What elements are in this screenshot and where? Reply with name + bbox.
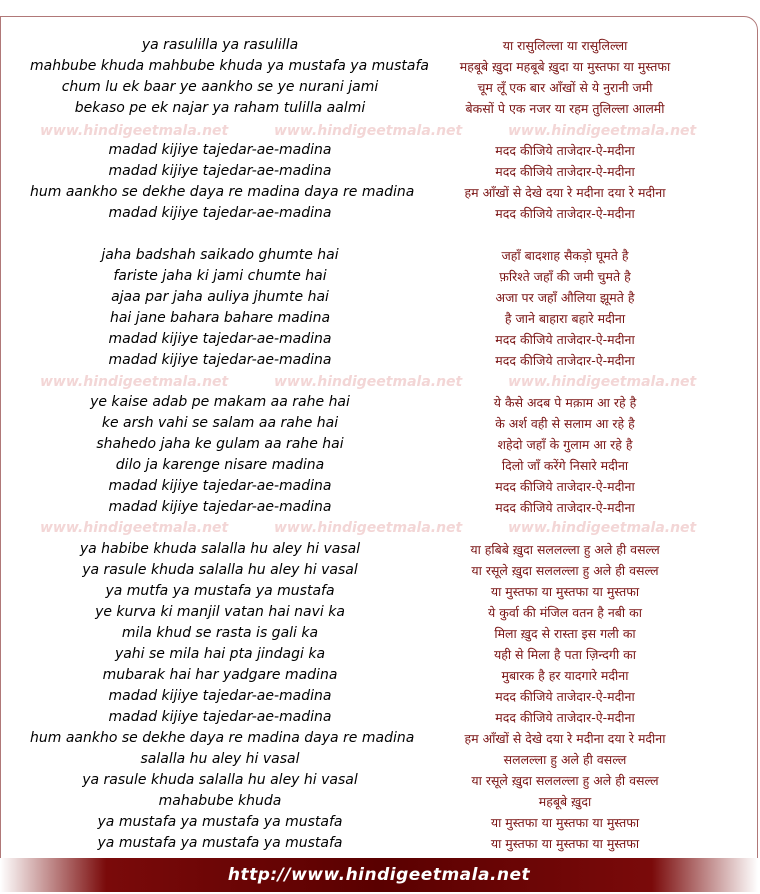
lyric-roman: bekaso pe ek najar ya raham tulilla aalmi [74,100,366,116]
lyric-roman: madad kijiye tajedar-ae-madina [108,205,332,221]
lyric-devanagari: या हबिबे ख़ुदा सललल्ला हु अले ही वसल्ल [470,542,660,557]
lyric-roman: madad kijiye tajedar-ae-madina [108,331,332,347]
lyric-line [0,182,760,203]
lyric-roman: madad kijiye tajedar-ae-madina [108,688,332,704]
watermark-text: www.hindigeetmala.net [40,374,229,390]
lyric-devanagari: मदद कीजिये ताजेदार-ऐ-मदीना [495,710,635,725]
watermark-text: www.hindigeetmala.net [274,374,463,390]
lyric-roman: ya rasule khuda salalla hu aley hi vasal [82,772,358,788]
lyric-roman: ye kurva ki manjil vatan hai navi ka [95,604,345,620]
lyric-devanagari: या मुस्तफा या मुस्तफा या मुस्तफा [490,836,640,851]
lyric-devanagari: मदद कीजिये ताजेदार-ऐ-मदीना [495,143,635,158]
lyric-roman: mubarak hai har yadgare madina [102,667,338,683]
lyric-roman: salalla hu aley hi vasal [140,751,300,767]
lyric-line [0,686,760,707]
lyric-devanagari: या रसूले ख़ुदा सललल्ला हु अले ही वसल्ल [471,563,659,578]
lyric-devanagari: या रासुलिल्ला या रासुलिल्ला [502,38,628,53]
watermark-text: www.hindigeetmala.net [274,520,463,536]
lyric-devanagari: मदद कीजिये ताजेदार-ऐ-मदीना [495,479,635,494]
lyric-line [0,329,760,350]
lyric-devanagari: मदद कीजिये ताजेदार-ऐ-मदीना [495,500,635,515]
lyric-roman: jaha badshah saikado ghumte hai [101,247,339,263]
lyric-line [0,308,760,329]
lyric-devanagari: मदद कीजिये ताजेदार-ऐ-मदीना [495,332,635,347]
lyric-line [0,749,760,770]
lyric-roman: hai jane bahara bahare madina [109,310,331,326]
lyric-line [0,98,760,119]
lyric-line [0,812,760,833]
lyric-roman: fariste jaha ki jami chumte hai [113,268,327,284]
lyric-roman: madad kijiye tajedar-ae-madina [108,142,332,158]
lyric-line [0,497,760,518]
watermark-text: www.hindigeetmala.net [274,123,463,139]
lyric-devanagari: महबूबे ख़ुदा [538,794,592,809]
watermark-text: www.hindigeetmala.net [40,520,229,536]
lyric-roman: shahedo jaha ke gulam aa rahe hai [96,436,344,452]
lyric-devanagari: महबूबे ख़ुदा महबूबे ख़ुदा या मुस्तफा या मुस्तफा [459,59,671,74]
lyric-line [0,770,760,791]
lyric-roman: ya habibe khuda salalla hu aley hi vasal [79,541,361,557]
lyric-line [0,560,760,581]
lyric-line [0,644,760,665]
lyric-roman: mila khud se rasta is gali ka [121,625,319,641]
lyric-line [0,245,760,266]
lyric-line [0,434,760,455]
lyric-line [0,35,760,56]
lyric-roman: madad kijiye tajedar-ae-madina [108,499,332,515]
lyric-roman: ya rasule khuda salalla hu aley hi vasal [82,562,358,578]
lyric-devanagari: बेकसों पे एक नजर या रहम तुलिल्ला आलमी [465,101,665,116]
lyric-devanagari: हम आँखों से देखे दया रे मदीना दया रे मदीना [464,185,666,200]
lyric-devanagari: फ़रिश्ते जहाँ की जमी चुमते है [499,269,631,284]
lyric-devanagari: मदद कीजिये ताजेदार-ऐ-मदीना [495,353,635,368]
footer-url[interactable]: http://www.hindigeetmala.net [227,865,531,885]
lyric-devanagari: सललल्ला हु अले ही वसल्ल [503,752,627,767]
lyric-devanagari: मदद कीजिये ताजेदार-ऐ-मदीना [495,164,635,179]
lyric-roman: mahabube khuda [158,793,282,809]
lyric-line [0,203,760,224]
lyric-roman: ya rasulilla ya rasulilla [141,37,299,53]
lyric-roman: mahbube khuda mahbube khuda ya mustafa ya mustafa [30,58,429,74]
lyric-roman: ya mustafa ya mustafa ya mustafa [97,814,343,830]
lyric-roman: yahi se mila hai pta jindagi ka [114,646,326,662]
lyric-devanagari: मदद कीजिये ताजेदार-ऐ-मदीना [495,206,635,221]
lyric-line [0,266,760,287]
watermark-row [0,518,760,538]
lyric-line [0,581,760,602]
lyric-roman: dilo ja karenge nisare madina [115,457,325,473]
lyric-roman: madad kijiye tajedar-ae-madina [108,163,332,179]
lyric-devanagari: मिला ख़ुद से रास्ता इस गली का [494,626,636,641]
lyric-roman: madad kijiye tajedar-ae-madina [108,478,332,494]
lyric-devanagari: मदद कीजिये ताजेदार-ऐ-मदीना [495,689,635,704]
lyric-line [0,665,760,686]
lyric-devanagari: या मुस्तफा या मुस्तफा या मुस्तफा [490,584,640,599]
lyric-devanagari: जहाँ बादशाह सैकड़ो घूमते है [501,248,629,263]
lyric-devanagari: है जाने बाहारा बहारे मदीना [504,311,626,326]
lyric-devanagari: या रसूले ख़ुदा सललल्ला हु अले ही वसल्ल [471,773,659,788]
lyric-line [0,539,760,560]
lyric-line [0,413,760,434]
lyric-roman: ya mustafa ya mustafa ya mustafa [97,835,343,851]
lyric-devanagari: शहेदो जहाँ के गुलाम आ रहे है [497,437,633,452]
lyric-line [0,140,760,161]
lyric-line [0,602,760,623]
watermark-text: www.hindigeetmala.net [508,374,697,390]
lyric-roman: ke arsh vahi se salam aa rahe hai [101,415,339,431]
watermark-row [0,121,760,141]
watermark-text: www.hindigeetmala.net [508,520,697,536]
lyric-line [0,56,760,77]
lyric-line [0,728,760,749]
watermark-row [0,372,760,392]
lyric-line [0,392,760,413]
lyric-roman: madad kijiye tajedar-ae-madina [108,709,332,725]
lyric-line [0,833,760,854]
lyric-line [0,476,760,497]
lyric-devanagari: या मुस्तफा या मुस्तफा या मुस्तफा [490,815,640,830]
lyric-devanagari: दिलो जाँ करेंगे निसारे मदीना [501,458,629,473]
footer-bar [0,858,758,892]
lyric-line [0,350,760,371]
lyric-roman: madad kijiye tajedar-ae-madina [108,352,332,368]
lyric-line [0,455,760,476]
watermark-text: www.hindigeetmala.net [40,123,229,139]
lyric-devanagari: यही से मिला है पता ज़िन्दगी का [493,647,637,662]
lyric-devanagari: मुबारक है हर यादगारे मदीना [501,668,629,683]
lyric-line [0,161,760,182]
lyric-devanagari: के अर्श वही से सलाम आ रहे है [495,416,635,431]
lyric-roman: ajaa par jaha auliya jhumte hai [111,289,329,305]
lyric-line [0,77,760,98]
lyric-devanagari: चूम लूँ एक बार आँखों से ये नुरानी जमी [477,80,653,95]
lyric-roman: ye kaise adab pe makam aa rahe hai [90,394,350,410]
lyric-devanagari: ये कैसे अदब पे मक़ाम आ रहे है [493,395,637,410]
lyric-devanagari: अजा पर जहाँ औलिया झूमते है [495,290,635,305]
lyric-line [0,623,760,644]
lyric-devanagari: ये कुर्वा की मंजिल वतन है नबी का [488,605,642,620]
lyric-line [0,287,760,308]
lyric-line [0,707,760,728]
lyric-line [0,791,760,812]
lyric-roman: hum aankho se dekhe daya re madina daya re madina [30,184,415,200]
watermark-text: www.hindigeetmala.net [508,123,697,139]
lyric-roman: chum lu ek baar ye aankho se ye nurani jami [61,79,379,95]
lyric-roman: hum aankho se dekhe daya re madina daya re madina [30,730,415,746]
lyric-devanagari: हम आँखों से देखे दया रे मदीना दया रे मदीना [464,731,666,746]
lyric-roman: ya mutfa ya mustafa ya mustafa [105,583,335,599]
